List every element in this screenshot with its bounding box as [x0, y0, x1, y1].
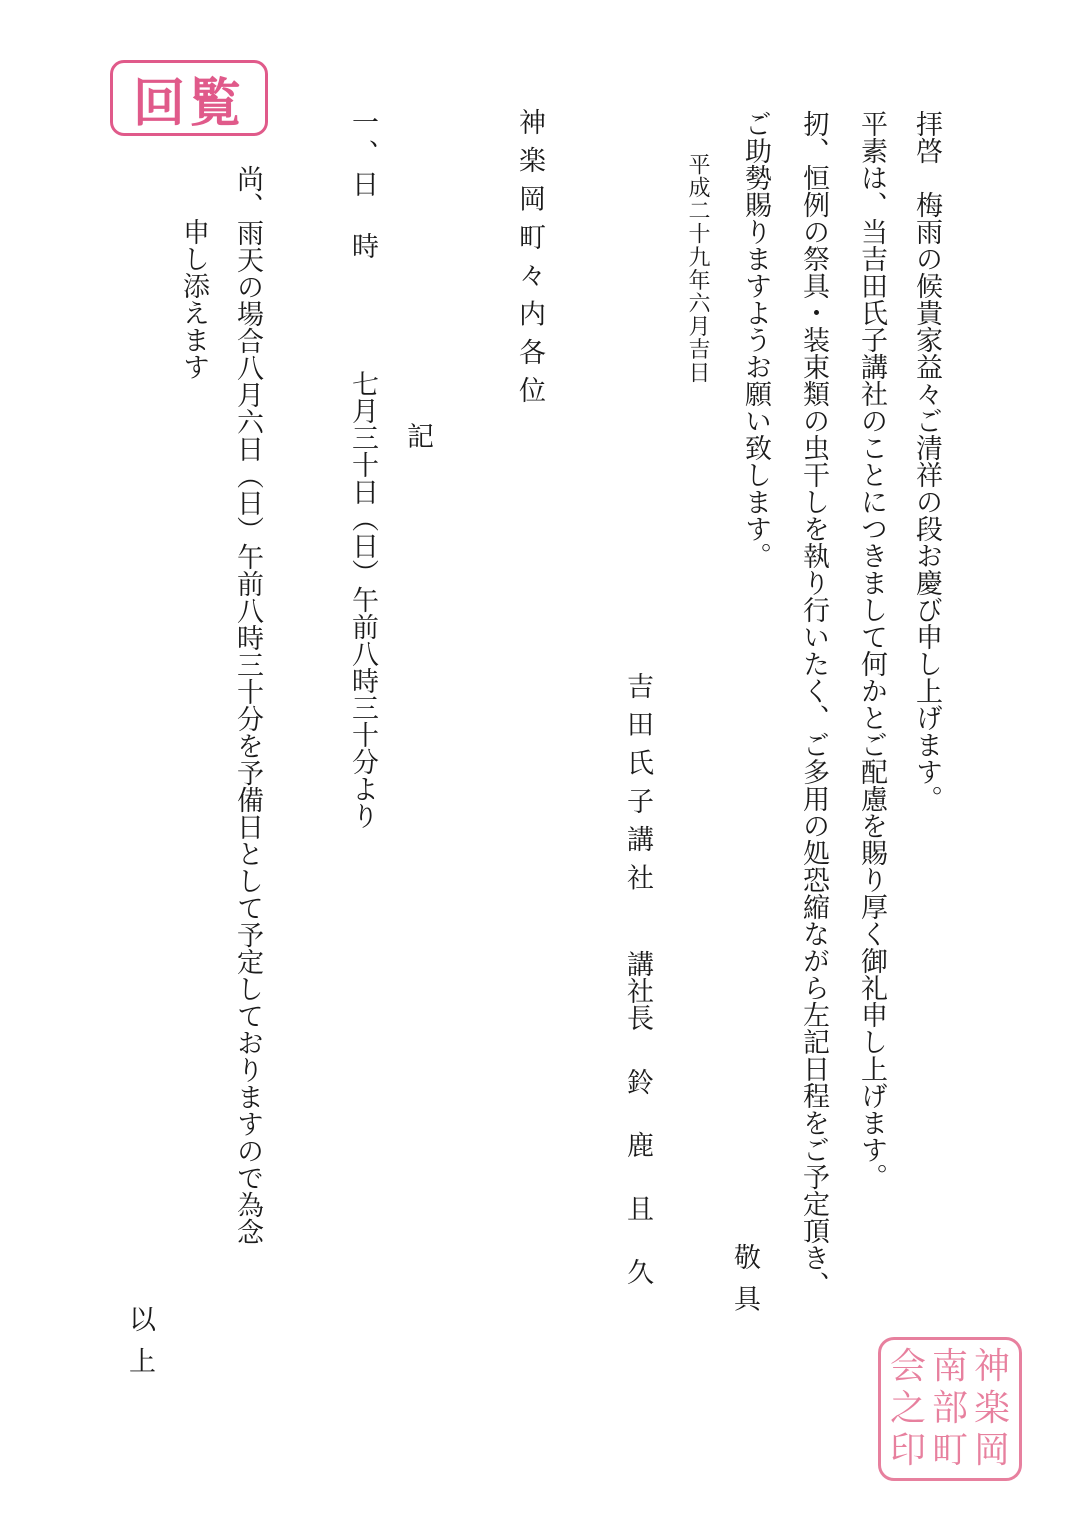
- ki-heading: 記: [402, 422, 433, 449]
- sender-organization: 吉田氏子講社: [622, 672, 653, 903]
- seal-char: 楽: [974, 1388, 1011, 1429]
- seal-char: 町: [932, 1430, 969, 1471]
- body-line-2: 平素は、当吉田氏子講社のことにつきまして何かとご配慮を賜り厚く御礼申し上げます。: [856, 110, 887, 1190]
- seal-char: 南: [932, 1346, 969, 1387]
- sender-name: 鈴鹿且久: [622, 1068, 653, 1322]
- ijou: 以上: [124, 1305, 155, 1389]
- note-line-2: 申し添えます: [178, 218, 209, 380]
- item-label: 一、日 時: [347, 108, 378, 264]
- note-line-1: 尚、雨天の場合八月六日（日）午前八時三十分を予備日として予定しておりますので為念: [232, 165, 263, 1245]
- seal-char: 岡: [974, 1430, 1011, 1471]
- body-line-3: 扨、恒例の祭具・装束類の虫干しを執り行いたく、ご多用の処恐縮ながら左記日程をご予定頂き、: [798, 110, 829, 1298]
- seal-char: 部: [932, 1388, 969, 1429]
- seal-char: 神: [974, 1346, 1011, 1387]
- kairan-stamp: [110, 60, 268, 136]
- seal-char: 印: [890, 1430, 927, 1471]
- sender-title: 講社長: [622, 950, 653, 1031]
- seal-char: 之: [890, 1388, 927, 1429]
- body-line-4: ご助勢賜りますようお願い致します。: [740, 110, 771, 569]
- letter-date: 平成二十九年六月吉日: [685, 153, 710, 384]
- item-value: 七月三十日（日）午前八時三十分より: [347, 370, 378, 829]
- closing-keigu: 敬具: [729, 1243, 760, 1327]
- kairan-stamp-text: 回覧: [132, 72, 245, 134]
- organization-seal: [878, 1337, 1022, 1481]
- addressee: 神楽岡町々内各位: [514, 108, 545, 415]
- seal-char: 会: [890, 1346, 927, 1387]
- greeting-line: 拝啓 梅雨の候貴家益々ご清祥の段お慶び申し上げます。: [911, 110, 942, 812]
